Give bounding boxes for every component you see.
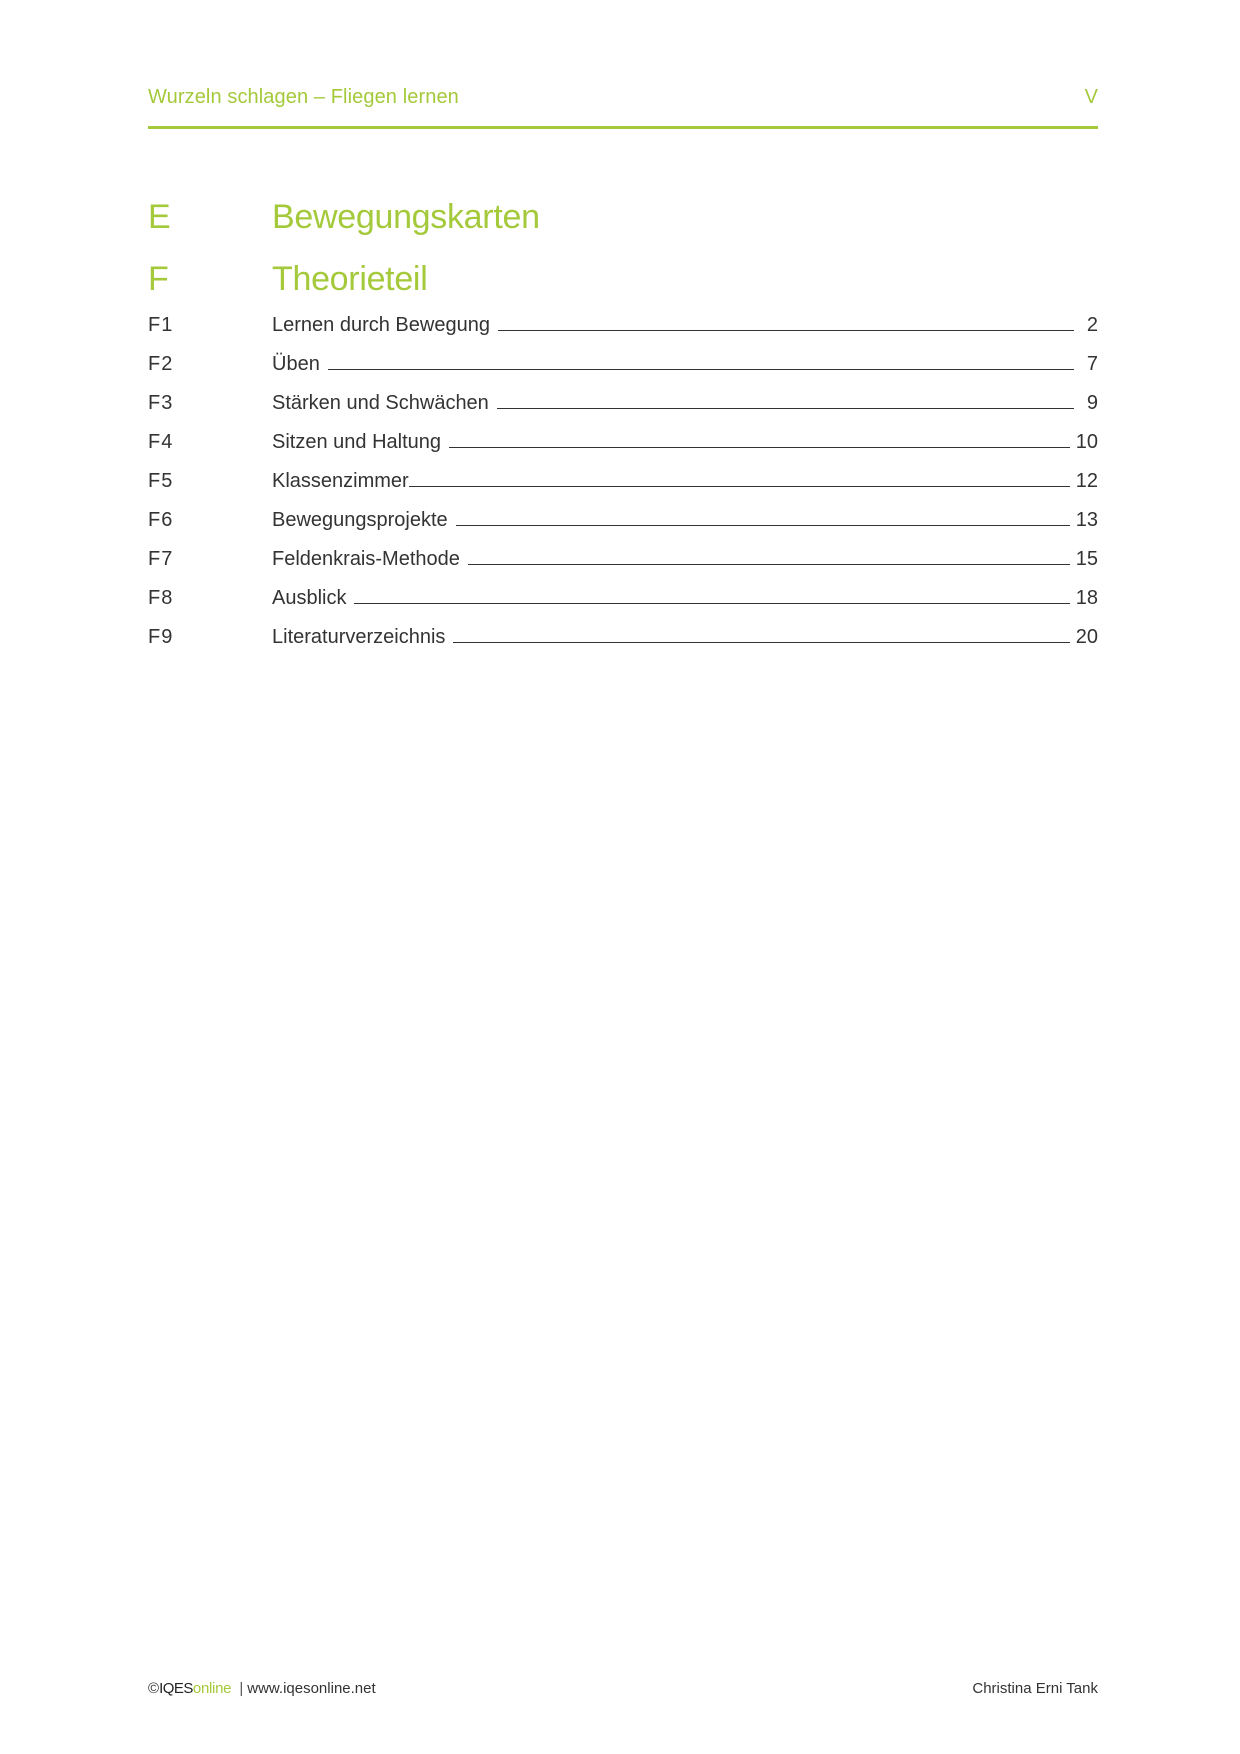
toc-leader-line bbox=[468, 564, 1070, 565]
toc-title: Lernen durch Bewegung bbox=[272, 314, 498, 337]
toc-title: Üben bbox=[272, 353, 328, 376]
toc-page-number: 13 bbox=[1075, 509, 1098, 531]
toc-page-number: 12 bbox=[1075, 470, 1098, 492]
section-heading-e bbox=[148, 198, 1098, 246]
toc-title: Literaturverzeichnis bbox=[272, 626, 453, 649]
brand-logo-main: IQES bbox=[159, 1680, 193, 1697]
toc-page-number: 7 bbox=[1086, 353, 1098, 375]
page-number: V bbox=[1084, 86, 1098, 108]
toc-code: F9 bbox=[148, 626, 174, 648]
toc-page-number: 15 bbox=[1075, 548, 1098, 570]
toc-code: F1 bbox=[148, 314, 174, 336]
footer-url-link[interactable]: www.iqesonline.net bbox=[247, 1680, 376, 1697]
toc-page-number: 18 bbox=[1075, 587, 1098, 609]
toc-page-number: 20 bbox=[1075, 626, 1098, 648]
toc-entry[interactable] bbox=[148, 585, 1098, 624]
toc-entry[interactable] bbox=[148, 468, 1098, 507]
toc-entry[interactable] bbox=[148, 507, 1098, 546]
toc-page-number: 10 bbox=[1075, 431, 1098, 453]
section-title: Theorieteil bbox=[272, 260, 428, 298]
toc-leader-line bbox=[354, 603, 1069, 604]
footer-separator: | bbox=[239, 1680, 244, 1697]
toc-code: F8 bbox=[148, 587, 174, 609]
toc-leader-line bbox=[497, 408, 1074, 409]
toc-code: F5 bbox=[148, 470, 174, 492]
toc-title: Stärken und Schwächen bbox=[272, 392, 497, 415]
page-header bbox=[148, 84, 1098, 129]
toc-title: Feldenkrais-Methode bbox=[272, 548, 468, 571]
toc-code: F3 bbox=[148, 392, 174, 414]
section-letter: E bbox=[148, 198, 171, 236]
page-footer bbox=[148, 1680, 1098, 1704]
toc-page-number: 9 bbox=[1086, 392, 1098, 414]
toc-entry[interactable] bbox=[148, 624, 1098, 663]
toc-title: Bewegungsprojekte bbox=[272, 509, 456, 532]
footer-author: Christina Erni Tank bbox=[972, 1680, 1098, 1697]
toc-page-number: 2 bbox=[1086, 314, 1098, 336]
toc-leader-line bbox=[453, 642, 1069, 643]
toc-entry[interactable] bbox=[148, 351, 1098, 390]
section-heading-f bbox=[148, 260, 1098, 308]
section-title: Bewegungskarten bbox=[272, 198, 540, 236]
toc-code: F6 bbox=[148, 509, 174, 531]
toc-entry[interactable] bbox=[148, 429, 1098, 468]
toc-code: F7 bbox=[148, 548, 174, 570]
table-of-contents bbox=[148, 312, 1098, 663]
toc-title: Sitzen und Haltung bbox=[272, 431, 449, 454]
toc-entry[interactable] bbox=[148, 546, 1098, 585]
brand-logo-accent: online bbox=[192, 1680, 232, 1697]
section-letter: F bbox=[148, 260, 169, 298]
running-title: Wurzeln schlagen – Fliegen lernen bbox=[148, 86, 459, 108]
toc-title: Ausblick bbox=[272, 587, 354, 610]
toc-code: F4 bbox=[148, 431, 174, 453]
footer-publisher bbox=[148, 1680, 376, 1697]
toc-code: F2 bbox=[148, 353, 174, 375]
toc-leader-line bbox=[449, 447, 1070, 448]
toc-title: Klassenzimmer bbox=[272, 470, 409, 492]
toc-leader-line bbox=[409, 486, 1070, 487]
toc-leader-line bbox=[498, 330, 1074, 331]
toc-leader-line bbox=[328, 369, 1074, 370]
toc-entry[interactable] bbox=[148, 312, 1098, 351]
toc-entry[interactable] bbox=[148, 390, 1098, 429]
toc-leader-line bbox=[456, 525, 1070, 526]
copyright-symbol: © bbox=[148, 1680, 160, 1697]
